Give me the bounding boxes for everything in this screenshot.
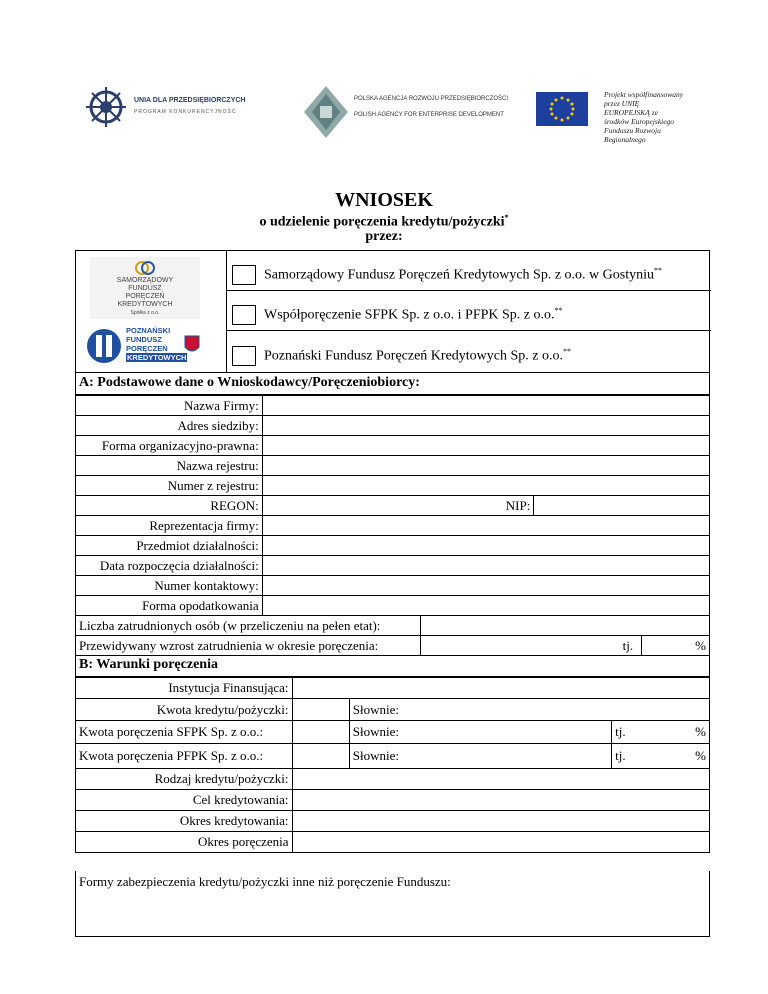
ship-wheel-icon — [82, 85, 130, 129]
document-subtitle: o udzielenie poręczenia kredytu/pożyczki* — [259, 213, 509, 230]
document-by: przez: — [365, 229, 403, 244]
table-row: Adres siedziby: — [76, 416, 710, 436]
option-wspolporeczenie[interactable]: Współporęczenie SFPK Sp. z o.o. i PFPK Sp. z o.o.** — [227, 291, 711, 331]
institution-field[interactable] — [292, 678, 709, 699]
contact-number-field[interactable] — [262, 576, 709, 596]
table-row: Data rozpoczęcia działalności: — [76, 556, 710, 576]
option-poznanski[interactable]: Poznański Fundusz Poręczeń Kredytowych Sp. z o.o.** — [227, 331, 711, 372]
growth-field[interactable] — [420, 636, 619, 656]
checkbox-poznanski[interactable] — [232, 346, 256, 366]
city-crest-icon — [184, 335, 200, 355]
nip-field[interactable] — [534, 496, 710, 516]
table-row: Kwota poręczenia PFPK Sp. z o.o.: Słownie: tj. % — [76, 744, 710, 769]
table-row: Numer kontaktowy: — [76, 576, 710, 596]
fund-selection-box — [75, 250, 710, 373]
table-row: Nazwa Firmy: — [76, 396, 710, 416]
pfpk-amount-words-field[interactable] — [410, 744, 612, 769]
option-gostyn[interactable]: Samorządowy Fundusz Poręczeń Kredytowych Sp. z o.o. w Gostyniu** — [227, 251, 711, 291]
logo-parp: POLSKA AGENCJA ROZWOJU PRZEDSIĘBIORCZOŚCI POLISH AGENCY FOR ENTERPRISE DEVELOPMENT — [302, 84, 522, 144]
credit-period-field[interactable] — [292, 811, 709, 832]
checkbox-gostyn[interactable] — [232, 265, 256, 285]
table-row: REGON: NIP: — [76, 496, 710, 516]
employment-table — [75, 615, 710, 656]
eu-stars-icon — [536, 92, 588, 126]
pfpk-amount-field[interactable] — [292, 744, 349, 769]
business-activity-field[interactable] — [262, 536, 709, 556]
document-title: WNIOSEK — [335, 189, 433, 211]
sfpk-amount-words-field[interactable] — [410, 721, 612, 744]
credit-amount-field[interactable] — [292, 699, 349, 721]
legal-form-field[interactable] — [262, 436, 709, 456]
guarantee-period-field[interactable] — [292, 832, 709, 853]
company-name-field[interactable] — [262, 396, 709, 416]
rings-icon — [133, 260, 157, 276]
credit-amount-words-field[interactable] — [410, 699, 710, 721]
table-row: Kwota kredytu/pożyczki: Słownie: — [76, 699, 710, 721]
table-row: Rodzaj kredytu/pożyczki: — [76, 769, 710, 790]
pfpk-emblem-icon — [84, 325, 124, 367]
sfpk-amount-field[interactable] — [292, 721, 349, 744]
credit-purpose-field[interactable] — [292, 790, 709, 811]
logo-unia: UNIA DLA PRZEDSIĘBIORCZYCH PROGRAM KONKURENCYJNOŚĆ — [82, 87, 282, 127]
table-row: Nazwa rejestru: — [76, 456, 710, 476]
table-row: Liczba zatrudnionych osób (w przeliczeniu na pełen etat): — [76, 616, 710, 636]
table-row: Forma opodatkowania — [76, 596, 710, 616]
register-name-field[interactable] — [262, 456, 709, 476]
table-row: Forma organizacyjno-prawna: — [76, 436, 710, 456]
table-row: Cel kredytowania: — [76, 790, 710, 811]
other-collateral-box[interactable]: Formy zabezpieczenia kredytu/pożyczki inne niż poręczenie Funduszu: — [75, 871, 710, 937]
section-b-table — [75, 677, 710, 853]
logo-samorzadowy: SAMORZĄDOWY FUNDUSZ PORĘCZEŃ KREDYTOWYCH Spółka z o.o. — [90, 257, 200, 319]
section-a-title: A: Podstawowe dane o Wnioskodawcy/Poręczeniobiorcy: — [75, 373, 710, 395]
table-row: Kwota poręczenia SFPK Sp. z o.o.: Słownie: tj. % — [76, 721, 710, 744]
table-row: Numer z rejestru: — [76, 476, 710, 496]
table-row: Instytucja Finansująca: — [76, 678, 710, 699]
fund-options — [226, 251, 711, 372]
employees-field[interactable] — [420, 616, 709, 636]
table-row: Okres poręczenia — [76, 832, 710, 853]
start-date-field[interactable] — [262, 556, 709, 576]
representation-field[interactable] — [262, 516, 709, 536]
eu-flag — [536, 92, 588, 126]
checkbox-wspolporeczenie[interactable] — [232, 305, 256, 325]
parp-diamond-icon — [302, 84, 350, 140]
table-row: Przewidywany wzrost zatrudnienia w okresie poręczenia: tj. % — [76, 636, 710, 656]
section-b-title: B: Warunki poręczenia — [75, 655, 710, 677]
table-row: Okres kredytowania: — [76, 811, 710, 832]
regon-field[interactable] — [262, 496, 503, 516]
register-number-field[interactable] — [262, 476, 709, 496]
taxation-form-field[interactable] — [262, 596, 709, 616]
table-row: Reprezentacja firmy: — [76, 516, 710, 536]
logo-poznanski: POZNAŃSKI FUNDUSZ PORĘCZEŃ KREDYTOWYCH — [84, 325, 206, 367]
address-field[interactable] — [262, 416, 709, 436]
eu-cofinance-note: Projekt współfinansowany przez UNIĘ EUROPEJSKĄ ze środków Europejskiego Funduszu Rozwoju Regionalnego — [604, 90, 684, 144]
credit-type-field[interactable] — [292, 769, 709, 790]
section-a-table — [75, 395, 710, 616]
growth-percent-field[interactable] — [642, 636, 682, 656]
table-row: Przedmiot działalności: — [76, 536, 710, 556]
